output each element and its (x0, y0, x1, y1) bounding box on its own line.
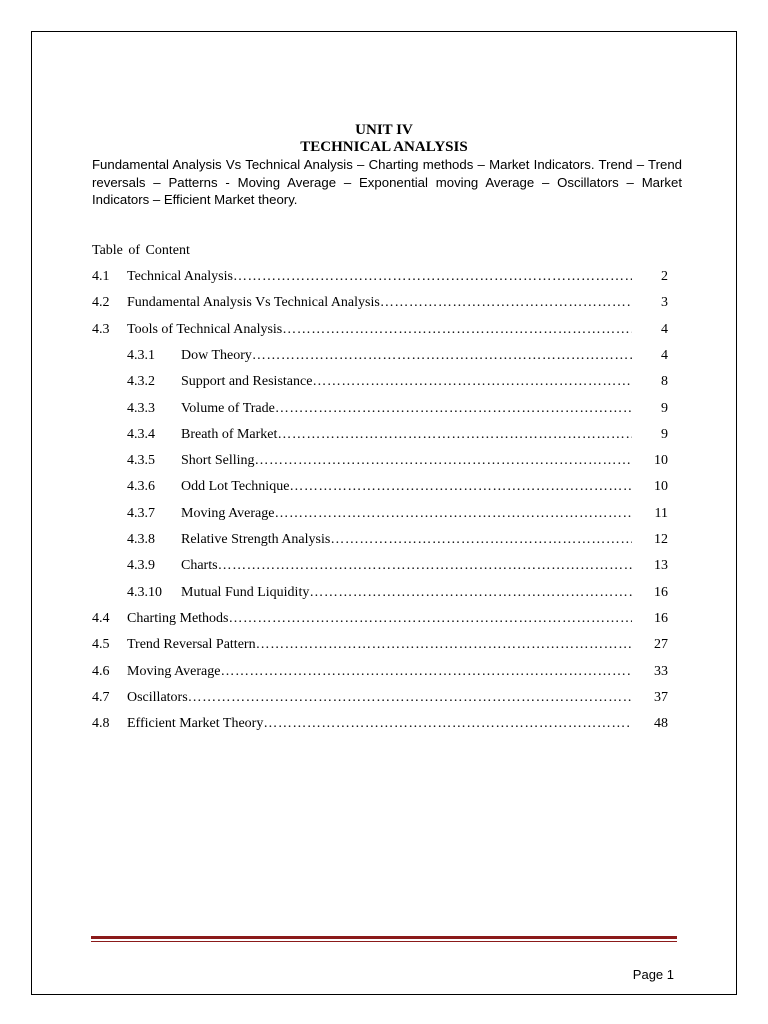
toc-entry (92, 557, 668, 575)
toc-entry-label: Odd Lot Technique (181, 479, 290, 495)
toc-entry-number: 4.3.10 (127, 584, 162, 600)
toc-entry-title (181, 557, 632, 575)
toc-entry-page: 8 (661, 374, 668, 390)
toc-entry-page: 16 (654, 610, 668, 626)
toc-entry-page: 10 (654, 453, 668, 469)
toc-entry (92, 452, 668, 470)
toc-entry-number: 4.3.9 (127, 558, 155, 574)
toc-entry-title (181, 347, 632, 365)
toc-entry-page: 48 (654, 716, 668, 732)
toc-entry-title (127, 715, 632, 733)
toc-entry-page: 9 (661, 426, 668, 442)
toc-heading: Table of Content (92, 243, 190, 258)
footer-rule-thin (91, 941, 677, 942)
toc-entry-number: 4.6 (92, 663, 110, 679)
toc-entry (92, 531, 668, 549)
toc-entry-title (127, 663, 632, 681)
toc-entry-title (181, 373, 632, 391)
toc-entry-number: 4.7 (92, 689, 110, 705)
toc-entry-title (181, 584, 632, 602)
toc-entry-title (181, 505, 632, 523)
toc-entry-label: Efficient Market Theory (127, 716, 264, 732)
unit-title: UNIT IV (355, 122, 413, 138)
toc-entry-page: 2 (661, 269, 668, 284)
toc-entry-page: 9 (661, 400, 668, 416)
intro-paragraph: Fundamental Analysis Vs Technical Analysis – Charting methods – Market Indicators. Trend – Trend reversals – Patterns - Moving Average – Exponential moving Average – Oscillators – Market Indicators – Efficient Market theory. (92, 157, 682, 208)
toc-entry-number: 4.3.6 (127, 479, 155, 495)
toc-entry-label: Charting Methods (127, 610, 229, 626)
toc-entry-label: Trend Reversal Pattern (127, 637, 256, 653)
toc-entry-label: Tools of Technical Analysis (127, 321, 283, 337)
toc-entry-label: Relative Strength Analysis (181, 532, 331, 547)
toc-entry-label: Breath of Market (181, 426, 278, 442)
toc-entry (92, 584, 668, 602)
toc-entry-label: Volume of Trade (181, 400, 275, 416)
toc-entry-label: Support and Resistance (181, 374, 313, 390)
toc-entry (92, 478, 668, 496)
toc-entry-label: Technical Analysis (127, 269, 233, 284)
toc-entry (92, 689, 668, 707)
toc-entry-title (181, 478, 632, 496)
toc-entry-label: Mutual Fund Liquidity (181, 584, 310, 600)
toc-entry-title (127, 636, 632, 654)
toc-entry (92, 636, 668, 654)
toc-entry (92, 373, 668, 391)
toc-entry (92, 321, 668, 339)
toc-entry (92, 663, 668, 681)
toc-entry-label: Moving Average (181, 505, 275, 521)
toc-entry-page: 37 (654, 689, 668, 705)
toc-entry-page: 11 (654, 505, 668, 521)
toc-entry-title (181, 531, 632, 549)
toc-entry-title (127, 610, 632, 628)
toc-entry-label: Oscillators (127, 689, 188, 705)
toc-entry-label: Short Selling (181, 453, 255, 469)
toc-entry-page: 27 (654, 637, 668, 653)
toc-entry-title (181, 452, 632, 470)
toc-entry-title (181, 426, 632, 444)
toc-entry (92, 400, 668, 418)
toc-entry-number: 4.3.8 (127, 532, 155, 547)
toc-entry-title (127, 321, 632, 339)
toc-entry-page: 10 (654, 479, 668, 495)
toc-entry-title (181, 400, 632, 418)
toc-entry-number: 4.3.3 (127, 400, 155, 416)
toc-entry-number: 4.3.5 (127, 453, 155, 469)
toc-entry (92, 294, 668, 312)
toc-entry-number: 4.5 (92, 637, 110, 653)
toc-entry (92, 268, 668, 286)
toc-entry-page: 4 (661, 347, 668, 363)
toc-entry-number: 4.8 (92, 716, 110, 732)
toc-entry-number: 4.3.7 (127, 505, 155, 521)
toc-entry-page: 16 (654, 584, 668, 600)
toc-entry-page: 12 (654, 532, 668, 547)
toc-entry-number: 4.3.1 (127, 347, 155, 363)
toc-entry-label: Moving Average (127, 663, 221, 679)
toc-entry-label: Fundamental Analysis Vs Technical Analysis (127, 295, 380, 311)
toc-entry-number: 4.3 (92, 321, 110, 337)
toc-entry-number: 4.4 (92, 610, 110, 626)
toc-entry-label: Charts (181, 558, 218, 574)
toc-entry-title (127, 268, 632, 286)
toc-entry (92, 347, 668, 365)
toc-entry-page: 3 (661, 295, 668, 311)
footer-rule (91, 936, 677, 939)
toc-entry-number: 4.3.2 (127, 374, 155, 390)
toc-entry (92, 426, 668, 444)
toc-entry-number: 4.3.4 (127, 426, 155, 442)
toc-entry-title (127, 294, 632, 312)
toc-entry-number: 4.1 (92, 269, 110, 284)
toc-entry-page: 13 (654, 558, 668, 574)
toc-entry-title (127, 689, 632, 707)
toc-entry (92, 715, 668, 733)
toc-entry (92, 610, 668, 628)
page-number: Page 1 (632, 967, 674, 982)
toc-entry-number: 4.2 (92, 295, 110, 311)
toc-entry-label: Dow Theory (181, 347, 252, 363)
toc-entry (92, 505, 668, 523)
section-title: TECHNICAL ANALYSIS (300, 139, 468, 155)
toc-entry-page: 33 (654, 663, 668, 679)
toc-entry-page: 4 (661, 321, 668, 337)
